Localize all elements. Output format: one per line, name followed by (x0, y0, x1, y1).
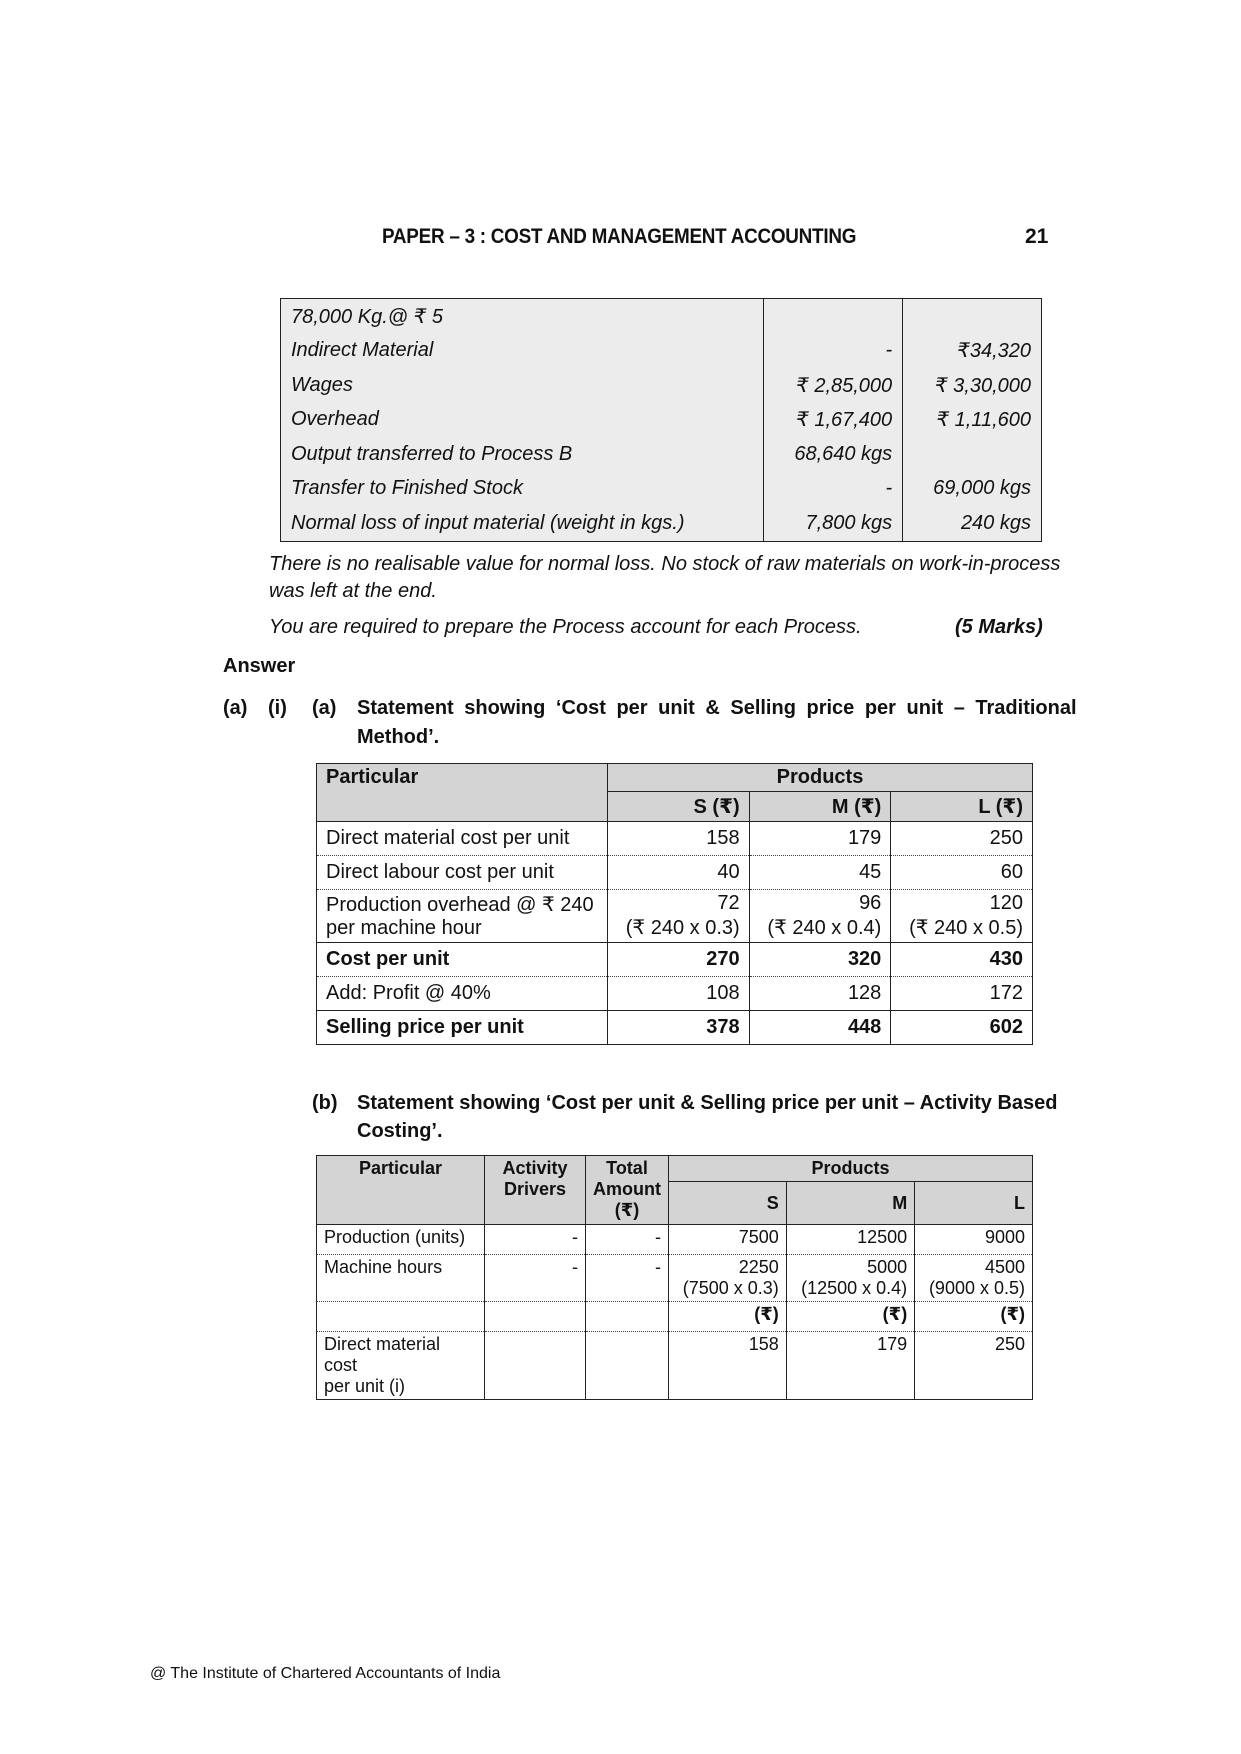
process-a-value: 7,800 kgs (764, 506, 903, 541)
instruction-text: You are required to prepare the Process account for each Process. (269, 616, 862, 638)
value-l-calc: (₹ 240 x 0.5) (909, 917, 1023, 939)
col-total-line2: Amount (593, 1179, 661, 1199)
process-b-value (903, 299, 1042, 334)
row-label: Selling price per unit (317, 1011, 608, 1045)
col-particular: Particular (317, 1156, 485, 1225)
driver-value (485, 1332, 586, 1400)
row-label: Production (units) (317, 1225, 485, 1255)
process-b-value: ₹34,320 (903, 334, 1042, 369)
row-label: Wages (281, 368, 764, 403)
value-m: 448 (749, 1011, 891, 1045)
col-activity-drivers (485, 1156, 586, 1225)
row-label: 78,000 Kg.@ ₹ 5 (281, 299, 764, 334)
value-s: 7500 (669, 1225, 787, 1255)
process-b-value: ₹ 1,11,600 (903, 403, 1042, 438)
col-products: Products (608, 764, 1033, 792)
row-label: Output transferred to Process B (281, 437, 764, 472)
statement2-title-cont: Costing’. (357, 1120, 443, 1142)
table-row (281, 334, 1042, 369)
value-l: 602 (891, 1011, 1033, 1045)
row-label: Direct material cost per unit (317, 822, 608, 856)
col-activity-line2: Drivers (503, 1179, 567, 1199)
row-label: Direct labour cost per unit (317, 856, 608, 890)
total-value: - (586, 1225, 669, 1255)
table-row (317, 977, 1033, 1011)
row-label-line1: Direct material cost (324, 1334, 441, 1375)
label-i: (i) (268, 697, 287, 719)
value-l: 250 (915, 1332, 1033, 1400)
driver-value (485, 1302, 586, 1332)
table-row (281, 506, 1042, 541)
row-label: Transfer to Finished Stock (281, 472, 764, 507)
value-m: 179 (749, 822, 891, 856)
value-s (608, 890, 750, 943)
table-row (317, 1332, 1033, 1400)
currency-m: (₹) (786, 1302, 914, 1332)
table-row (281, 368, 1042, 403)
activity-based-costing-table (316, 1155, 1033, 1400)
process-b-value (903, 437, 1042, 472)
value-s-calc: (₹ 240 x 0.3) (625, 917, 740, 939)
value-m: 179 (786, 1332, 914, 1400)
table-row (317, 1225, 1033, 1255)
row-label (317, 1332, 485, 1400)
table-row (317, 1255, 1033, 1302)
value-m: 12500 (786, 1225, 914, 1255)
label-sub-b: (b) (312, 1092, 338, 1114)
table-row (281, 299, 1042, 334)
table-row (317, 1302, 1033, 1332)
row-label-line2: per unit (i) (324, 1376, 406, 1396)
driver-value: - (485, 1255, 586, 1302)
row-label-text: Production overhead @ ₹ 240 (326, 894, 594, 916)
row-label (317, 890, 608, 943)
value-s-calc: (7500 x 0.3) (682, 1278, 779, 1298)
traditional-method-table (316, 763, 1033, 1045)
row-label-line1 (326, 892, 598, 917)
statement1-title-cont: Method’. (357, 726, 440, 748)
process-b-value: ₹ 3,30,000 (903, 368, 1042, 403)
value-l: 60 (891, 856, 1033, 890)
note-line-2: was left at the end. (269, 580, 437, 602)
value-s: 40 (608, 856, 750, 890)
col-l: L (₹) (891, 792, 1033, 822)
value-m: 45 (749, 856, 891, 890)
value-l (891, 890, 1033, 943)
row-label: Cost per unit (317, 943, 608, 977)
value-s: 158 (608, 822, 750, 856)
table-row (317, 1011, 1033, 1045)
value-l-main: 4500 (984, 1257, 1025, 1277)
col-s: S (669, 1182, 787, 1225)
table-row (317, 856, 1033, 890)
process-a-value: ₹ 2,85,000 (764, 368, 903, 403)
process-a-value (764, 299, 903, 334)
value-m-main: 5000 (867, 1257, 908, 1277)
process-a-value: 68,640 kgs (764, 437, 903, 472)
driver-value: - (485, 1225, 586, 1255)
col-s: S (₹) (608, 792, 750, 822)
value-m-calc: (₹ 240 x 0.4) (767, 917, 882, 939)
value-s-main: 72 (717, 892, 740, 914)
row-label: Add: Profit @ 40% (317, 977, 608, 1011)
table-row (317, 822, 1033, 856)
col-m: M (786, 1182, 914, 1225)
process-b-value: 69,000 kgs (903, 472, 1042, 507)
value-l: 172 (891, 977, 1033, 1011)
value-l (915, 1255, 1033, 1302)
process-data-table (280, 298, 1042, 542)
process-b-value: 240 kgs (903, 506, 1042, 541)
row-label: Normal loss of input material (weight in kgs.) (281, 506, 764, 541)
col-particular: Particular (317, 764, 608, 822)
value-m-main: 96 (859, 892, 882, 914)
value-s-main: 2250 (738, 1257, 779, 1277)
total-value (586, 1332, 669, 1400)
row-label: Machine hours (317, 1255, 485, 1302)
row-label: Indirect Material (281, 334, 764, 369)
value-l-calc: (9000 x 0.5) (928, 1278, 1025, 1298)
process-a-value: - (764, 334, 903, 369)
footer-text: @ The Institute of Chartered Accountants of India (150, 1665, 501, 1682)
currency-l: (₹) (915, 1302, 1033, 1332)
row-label (317, 1302, 485, 1332)
process-a-value: ₹ 1,67,400 (764, 403, 903, 438)
label-a: (a) (223, 697, 248, 719)
col-total-amount (586, 1156, 669, 1225)
value-s: 270 (608, 943, 750, 977)
row-label: Overhead (281, 403, 764, 438)
table-row (281, 472, 1042, 507)
marks-label: (5 Marks) (955, 616, 1043, 638)
col-m: M (₹) (749, 792, 891, 822)
value-s: 108 (608, 977, 750, 1011)
value-m-calc: (12500 x 0.4) (801, 1278, 908, 1298)
col-activity-line1: Activity (502, 1158, 568, 1178)
value-l: 250 (891, 822, 1033, 856)
value-l: 430 (891, 943, 1033, 977)
value-m (786, 1255, 914, 1302)
page-number: 21 (1025, 225, 1049, 248)
table-row (281, 403, 1042, 438)
answer-heading: Answer (223, 655, 296, 677)
page-header-title: PAPER – 3 : COST AND MANAGEMENT ACCOUNTING (382, 225, 857, 248)
value-l-main: 120 (989, 892, 1023, 914)
currency-s: (₹) (669, 1302, 787, 1332)
statement1-title: Statement showing ‘Cost per unit & Selling price per unit – Traditional (357, 697, 1077, 719)
col-total-line1: Total (606, 1158, 648, 1178)
value-s (669, 1255, 787, 1302)
total-value (586, 1302, 669, 1332)
value-l: 9000 (915, 1225, 1033, 1255)
table-row (317, 943, 1033, 977)
row-label-line2: per machine hour (326, 917, 482, 939)
value-m (749, 890, 891, 943)
col-products: Products (669, 1156, 1033, 1182)
value-s: 378 (608, 1011, 750, 1045)
value-s: 158 (669, 1332, 787, 1400)
statement2-title: Statement showing ‘Cost per unit & Selling price per unit – Activity Based (357, 1092, 1058, 1114)
col-total-line3: (₹) (614, 1200, 640, 1220)
process-a-value: - (764, 472, 903, 507)
table-row (317, 890, 1033, 943)
total-value: - (586, 1255, 669, 1302)
table-row (281, 437, 1042, 472)
note-line-1: There is no realisable value for normal loss. No stock of raw materials on work-in-process (269, 553, 1061, 575)
label-sub-a: (a) (312, 697, 337, 719)
value-m: 128 (749, 977, 891, 1011)
col-l: L (915, 1182, 1033, 1225)
value-m: 320 (749, 943, 891, 977)
